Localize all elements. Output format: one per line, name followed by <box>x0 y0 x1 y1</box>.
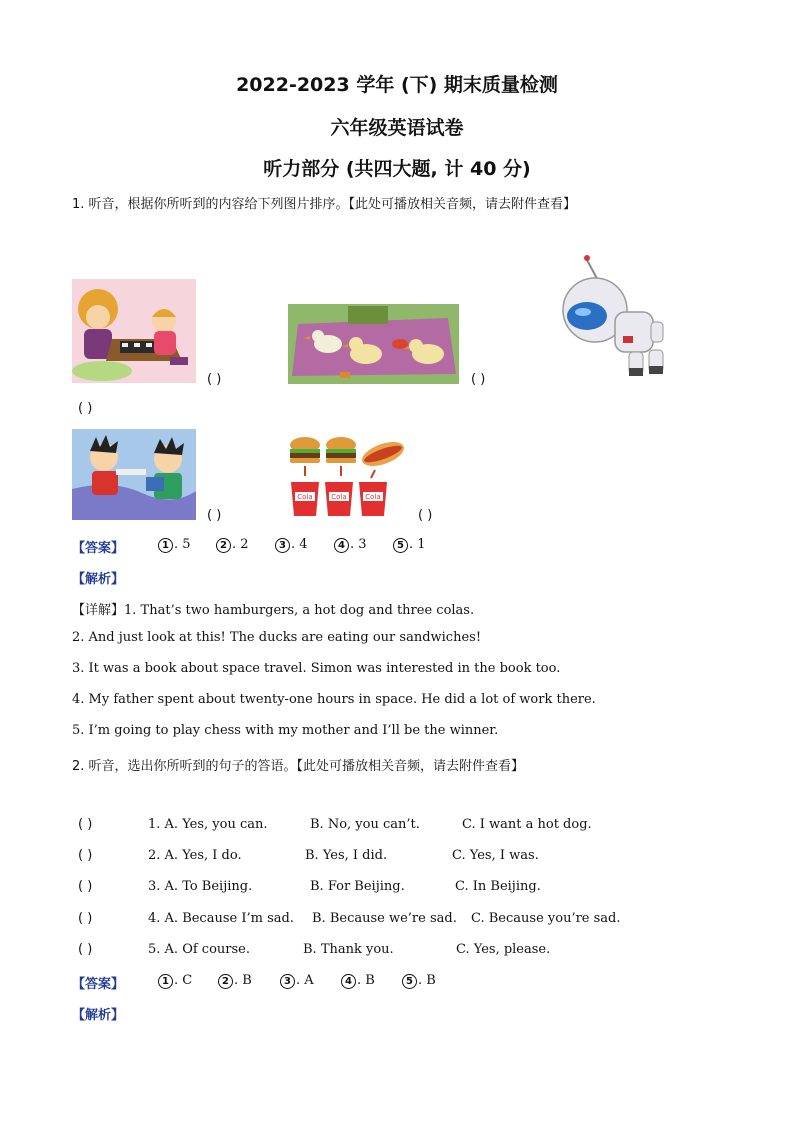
q2-answer-2: 2 . B <box>218 973 252 989</box>
chess-picture <box>72 279 196 383</box>
q1-answer-2: 2 . 2 <box>216 537 249 553</box>
q1-detail-3: 3. It was a book about space travel. Simon was interested in the book too. <box>72 661 561 676</box>
astronaut-picture <box>557 252 671 382</box>
q2-analysis-tag: 【解析】 <box>72 1008 125 1023</box>
q2-answer-4: 4 . B <box>341 973 375 989</box>
hamburger-right <box>326 437 356 463</box>
exam-subtitle: 六年级英语试卷 <box>330 117 464 139</box>
cola-label: Cola <box>331 493 347 501</box>
q1-blank-2[interactable]: ( ) <box>471 372 486 387</box>
q2-blank-5[interactable]: ( ) <box>78 942 93 957</box>
q2-option-5b: B. Thank you. <box>303 942 394 957</box>
q2-option-2a: 2. A. Yes, I do. <box>148 848 242 863</box>
hamburger-left <box>290 437 320 463</box>
exam-title: 2022-2023 学年 (下) 期末质量检测 <box>236 74 558 96</box>
cola-label: Cola <box>297 493 313 501</box>
q1-answer-3: 3 . 4 <box>275 537 308 553</box>
q1-prompt: 1. 听音，根据你所听到的内容给下列图片排序。【此处可播放相关音频，请去附件查看】 <box>72 197 577 212</box>
q2-option-5a: 5. A. Of course. <box>148 942 250 957</box>
q1-detail-2: 2. And just look at this! The ducks are eating our sandwiches! <box>72 630 482 645</box>
q2-option-1b: B. No, you can’t. <box>310 817 420 832</box>
q2-answer-1: 1 . C <box>158 973 192 989</box>
q2-option-1c: C. I want a hot dog. <box>462 817 592 832</box>
q2-option-3b: B. For Beijing. <box>310 879 405 894</box>
q2-blank-3[interactable]: ( ) <box>78 879 93 894</box>
q2-option-2b: B. Yes, I did. <box>305 848 388 863</box>
q2-option-1a: 1. A. Yes, you can. <box>148 817 268 832</box>
q1-blank-4[interactable]: ( ) <box>207 508 222 523</box>
q2-prompt: 2. 听音，选出你所听到的句子的答语。【此处可播放相关音频，请去附件查看】 <box>72 759 525 774</box>
q1-blank-5[interactable]: ( ) <box>418 508 433 523</box>
q2-answer-3: 3 . A <box>280 973 314 989</box>
q2-option-5c: C. Yes, please. <box>456 942 551 957</box>
q2-option-3c: C. In Beijing. <box>455 879 541 894</box>
ducks-picnic-picture <box>288 304 459 384</box>
answer-tag: 【答案】 <box>72 977 125 992</box>
q2-option-4c: C. Because you’re sad. <box>471 911 621 926</box>
q1-answer-4: 4 . 3 <box>334 537 367 553</box>
q1-detail-5: 5. I’m going to play chess with my mother and I’ll be the winner. <box>72 723 499 738</box>
q1-blank-1[interactable]: ( ) <box>207 372 222 387</box>
q1-blank-3[interactable]: ( ) <box>78 401 93 416</box>
q2-blank-2[interactable]: ( ) <box>78 848 93 863</box>
q1-answer-row <box>72 537 124 556</box>
q2-option-3a: 3. A. To Beijing. <box>148 879 253 894</box>
q2-blank-1[interactable]: ( ) <box>78 817 93 832</box>
q2-option-4a: 4. A. Because I’m sad. <box>148 911 294 926</box>
boys-reading-picture <box>72 429 196 520</box>
hot-dog <box>359 437 407 471</box>
section-heading: 听力部分 (共四大题, 计 40 分) <box>263 158 531 180</box>
q1-detail-4: 4. My father spent about twenty-one hours in space. He did a lot of work there. <box>72 692 596 707</box>
q1-answer-1: 1 . 5 <box>158 537 191 553</box>
q2-answer-row <box>72 973 124 992</box>
q2-answer-5: 5 . B <box>402 973 436 989</box>
q1-answer-5: 5 . 1 <box>393 537 426 553</box>
q2-option-2c: C. Yes, I was. <box>452 848 539 863</box>
answer-tag: 【答案】 <box>72 541 125 556</box>
q2-option-4b: B. Because we’re sad. <box>312 911 457 926</box>
q1-detail-1: 【详解】1. That’s two hamburgers, a hot dog and three colas. <box>72 603 475 618</box>
q1-analysis-tag: 【解析】 <box>72 572 125 587</box>
cola-label: Cola <box>365 493 381 501</box>
hamburgers-colas-picture <box>287 436 407 518</box>
q2-blank-4[interactable]: ( ) <box>78 911 93 926</box>
